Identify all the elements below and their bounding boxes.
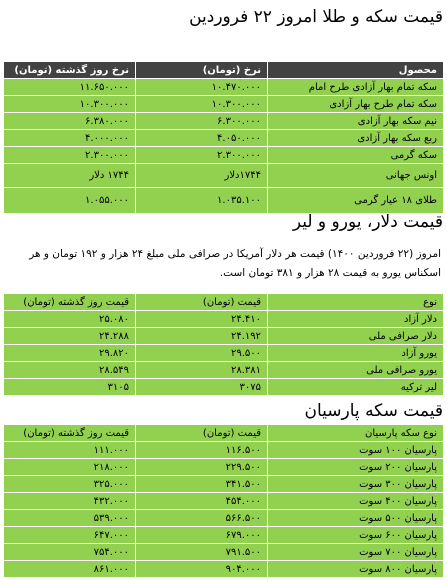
cell-price: ۲۲۹.۵۰۰ bbox=[136, 459, 268, 476]
cell-product: سکه تمام طرح بهار آزادی bbox=[268, 96, 444, 113]
cell-product: اونس جهانی bbox=[268, 164, 444, 188]
cell-coin-type: پارسیان ۶۰۰ سوت bbox=[268, 527, 444, 544]
table-row bbox=[4, 345, 444, 362]
header-product: محصول bbox=[268, 62, 444, 79]
table-row bbox=[4, 311, 444, 328]
cell-price: ۲.۳۰۰.۰۰۰ bbox=[136, 147, 268, 164]
header-price: قیمت (تومان) bbox=[136, 425, 268, 442]
table-row bbox=[4, 476, 444, 493]
cell-prev-price: ۵۳۹.۰۰۰ bbox=[4, 510, 136, 527]
table-row bbox=[4, 96, 444, 113]
cell-product: نیم سکه بهار آزادی bbox=[268, 113, 444, 130]
cell-prev-price: ۱۱۱.۰۰۰ bbox=[4, 442, 136, 459]
header-type: نوع bbox=[268, 294, 444, 311]
cell-prev-price: ۱۱.۶۵۰.۰۰۰ bbox=[4, 79, 136, 96]
cell-product: طلای ۱۸ عیار گرمی bbox=[268, 188, 444, 214]
table-row bbox=[4, 544, 444, 561]
cell-type: دلار آزاد bbox=[268, 311, 444, 328]
cell-product: سکه گرمی bbox=[268, 147, 444, 164]
header-prev-price: قیمت روز گذشته (تومان) bbox=[4, 425, 136, 442]
table-row bbox=[4, 113, 444, 130]
cell-prev-price: ۶۴۷.۰۰۰ bbox=[4, 527, 136, 544]
cell-price: ۲۴.۴۱۰ bbox=[136, 311, 268, 328]
table-row bbox=[4, 147, 444, 164]
cell-prev-price: ۲.۳۰۰.۰۰۰ bbox=[4, 147, 136, 164]
cell-product: سکه تمام بهار آزادی طرح امام bbox=[268, 79, 444, 96]
cell-price: ۹۰۴.۰۰۰ bbox=[136, 561, 268, 578]
table-row bbox=[4, 362, 444, 379]
cell-price: ۱۰.۴۷۰.۰۰۰ bbox=[136, 79, 268, 96]
table-row bbox=[4, 510, 444, 527]
gold-coin-table bbox=[3, 61, 444, 214]
cell-coin-type: پارسیان ۲۰۰ سوت bbox=[268, 459, 444, 476]
cell-prev-price: ۱.۰۵۵.۰۰۰ bbox=[4, 188, 136, 214]
cell-price: ۱۰.۳۰۰.۰۰۰ bbox=[136, 96, 268, 113]
table-row bbox=[4, 459, 444, 476]
cell-prev-price: ۸۶۱.۰۰۰ bbox=[4, 561, 136, 578]
cell-price: ۴۵۴.۰۰۰ bbox=[136, 493, 268, 510]
cell-price: ۲۴.۱۹۲ bbox=[136, 328, 268, 345]
cell-prev-price: ۲۱۸.۰۰۰ bbox=[4, 459, 136, 476]
cell-product: ربع سکه بهار آزادی bbox=[268, 130, 444, 147]
cell-prev-price: ۲۹.۸۲۰ bbox=[4, 345, 136, 362]
gold-coin-section-title: قیمت سکه و طلا امروز ۲۲ فروردین bbox=[189, 7, 443, 27]
cell-coin-type: پارسیان ۱۰۰ سوت bbox=[268, 442, 444, 459]
table-row bbox=[4, 79, 444, 96]
cell-prev-price: ۲۸.۵۴۹ bbox=[4, 362, 136, 379]
cell-coin-type: پارسیان ۵۰۰ سوت bbox=[268, 510, 444, 527]
cell-price: ۲۹.۵۰۰ bbox=[136, 345, 268, 362]
cell-type: یورو صرافی ملی bbox=[268, 362, 444, 379]
cell-type: دلار صرافی ملی bbox=[268, 328, 444, 345]
cell-prev-price: ۲۴.۲۸۸ bbox=[4, 328, 136, 345]
table-row bbox=[4, 164, 444, 188]
cell-prev-price: ۱۷۴۴ دلار bbox=[4, 164, 136, 188]
cell-prev-price: ۳۱۰۵ bbox=[4, 379, 136, 396]
header-price: قیمت (تومان) bbox=[136, 294, 268, 311]
cell-coin-type: پارسیان ۳۰۰ سوت bbox=[268, 476, 444, 493]
table-row bbox=[4, 379, 444, 396]
parsian-table bbox=[3, 424, 444, 578]
table-row bbox=[4, 493, 444, 510]
cell-type: لیر ترکیه bbox=[268, 379, 444, 396]
table-row bbox=[4, 328, 444, 345]
cell-price: ۳۴۱.۵۰۰ bbox=[136, 476, 268, 493]
cell-price: ۶.۳۰۰.۰۰۰ bbox=[136, 113, 268, 130]
parsian-section-title: قیمت سکه پارسیان bbox=[304, 401, 443, 421]
currency-section-title: قیمت دلار، یورو و لیر bbox=[292, 212, 443, 232]
currency-table bbox=[3, 293, 444, 396]
cell-prev-price: ۳۲۵.۰۰۰ bbox=[4, 476, 136, 493]
header-prev-price: نرخ روز گذشته (تومان) bbox=[4, 62, 136, 79]
cell-prev-price: ۴.۰۰۰.۰۰۰ bbox=[4, 130, 136, 147]
header-coin-type: نوع سکه پارسیان bbox=[268, 425, 444, 442]
cell-type: یورو آزاد bbox=[268, 345, 444, 362]
cell-price: ۷۹۱.۵۰۰ bbox=[136, 544, 268, 561]
cell-prev-price: ۴۳۲.۰۰۰ bbox=[4, 493, 136, 510]
cell-price: ۴.۰۵۰.۰۰۰ bbox=[136, 130, 268, 147]
cell-prev-price: ۷۵۴.۰۰۰ bbox=[4, 544, 136, 561]
cell-prev-price: ۶.۳۸۰.۰۰۰ bbox=[4, 113, 136, 130]
cell-prev-price: ۲۵.۰۸۰ bbox=[4, 311, 136, 328]
header-price: نرخ (تومان) bbox=[136, 62, 268, 79]
cell-price: ۱۷۴۴دلار bbox=[136, 164, 268, 188]
cell-price: ۳۰۷۵ bbox=[136, 379, 268, 396]
table-row bbox=[4, 130, 444, 147]
cell-price: ۶۷۹.۰۰۰ bbox=[136, 527, 268, 544]
header-prev-price: قیمت روز گذشته (تومان) bbox=[4, 294, 136, 311]
table-row bbox=[4, 188, 444, 214]
cell-price: ۲۸.۳۸۱ bbox=[136, 362, 268, 379]
table-row bbox=[4, 442, 444, 459]
table-row bbox=[4, 561, 444, 578]
cell-price: ۱.۰۳۵.۱۰۰ bbox=[136, 188, 268, 214]
cell-price: ۵۶۶.۵۰۰ bbox=[136, 510, 268, 527]
cell-coin-type: پارسیان ۷۰۰ سوت bbox=[268, 544, 444, 561]
cell-coin-type: پارسیان ۸۰۰ سوت bbox=[268, 561, 444, 578]
cell-prev-price: ۱۰.۳۰۰.۰۰۰ bbox=[4, 96, 136, 113]
cell-coin-type: پارسیان ۴۰۰ سوت bbox=[268, 493, 444, 510]
cell-price: ۱۱۶.۵۰۰ bbox=[136, 442, 268, 459]
table-row bbox=[4, 527, 444, 544]
currency-paragraph: امروز (۲۲ فروردین ۱۴۰۰) قیمت هر دلار آمریکا در صرافی ملی مبلغ ۲۴ هزار و ۱۹۲ تومان و هر اسکناس یورو به قیمت ۲۸ هزار و ۳۸۱ تومان است. bbox=[29, 248, 441, 279]
